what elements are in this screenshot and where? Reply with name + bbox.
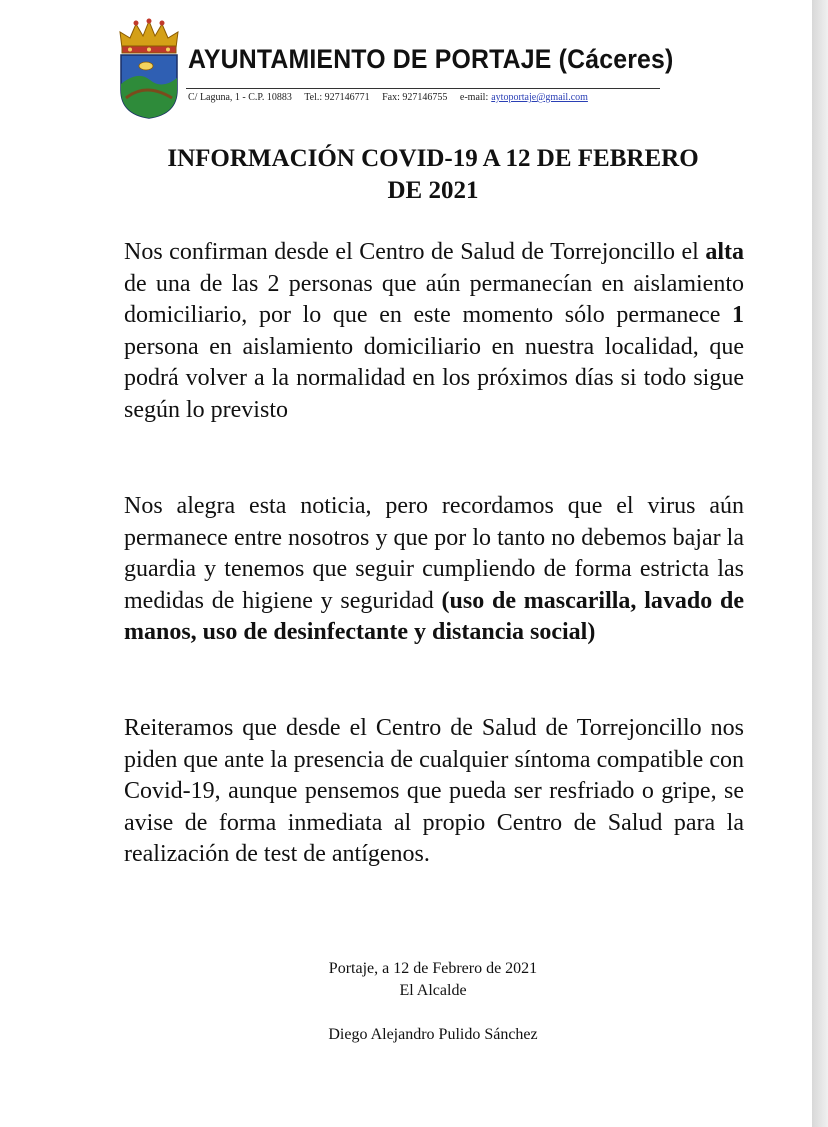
- paragraph-2-bold: (uso de mascarilla, lavado de manos, uso de desinfectante y distancia social): [124, 587, 744, 645]
- paragraph-2-text: Nos alegra esta noticia, pero recordamos que el virus aún permanece entre nosotros y que por lo tanto no debemos bajar la guardia y tenemos que seguir cumpliendo de forma estricta las medidas de higiene y seguridad: [124, 493, 744, 614]
- signature-block: [250, 958, 616, 1002]
- paragraph-3: [124, 713, 744, 871]
- fax: Fax: 927146755: [382, 92, 448, 103]
- organization-name: AYUNTAMIENTO DE PORTAJE (Cáceres): [188, 44, 674, 74]
- paragraph-1-bold-b: 1: [732, 302, 744, 328]
- paragraph-1-text-a: Nos confirman desde el Centro de Salud de Torrejoncillo el: [124, 239, 706, 265]
- title-line-1: INFORMACIÓN COVID-19 A 12 DE FEBRERO: [167, 145, 699, 172]
- paragraph-1-bold-a: alta: [705, 239, 744, 265]
- signer-role: El Alcalde: [399, 982, 467, 999]
- coat-of-arms-icon: [116, 18, 182, 120]
- phone: Tel.: 927146771: [304, 92, 370, 103]
- document-title: [120, 143, 746, 207]
- title-line-2: DE 2021: [387, 177, 479, 204]
- email-link[interactable]: aytoportaje@gmail.com: [491, 92, 588, 103]
- paragraph-1-text-b: de una de las 2 personas que aún permanecían en aislamiento domiciliario, por lo que en este momento sólo permanece: [124, 270, 744, 328]
- paragraph-1-text-c: persona en aislamiento domiciliario en nuestra localidad, que podrá volver a la normalidad en los próximos días si todo sigue según lo previsto: [124, 333, 744, 423]
- place-date: Portaje, a 12 de Febrero de 2021: [328, 960, 538, 977]
- page-edge-shadow: [812, 0, 828, 1127]
- header-divider: [186, 88, 660, 89]
- paragraph-3-text: Reiteramos que desde el Centro de Salud de Torrejoncillo nos piden que ante la presencia de cualquier síntoma compatible con Covid-19, aunque pensemos que pueda ser resfriado o gripe, se avise de forma inmediata al propio Centro de Salud para la realización de test de antígenos.: [124, 715, 744, 867]
- paragraph-2: [124, 491, 744, 649]
- email-label: e-mail:: [459, 92, 489, 103]
- signer-name: Diego Alejandro Pulido Sánchez: [328, 1026, 538, 1043]
- address: C/ Laguna, 1 - C.P. 10883: [188, 92, 292, 103]
- contact-line: [188, 92, 588, 103]
- paragraph-1: [124, 237, 744, 426]
